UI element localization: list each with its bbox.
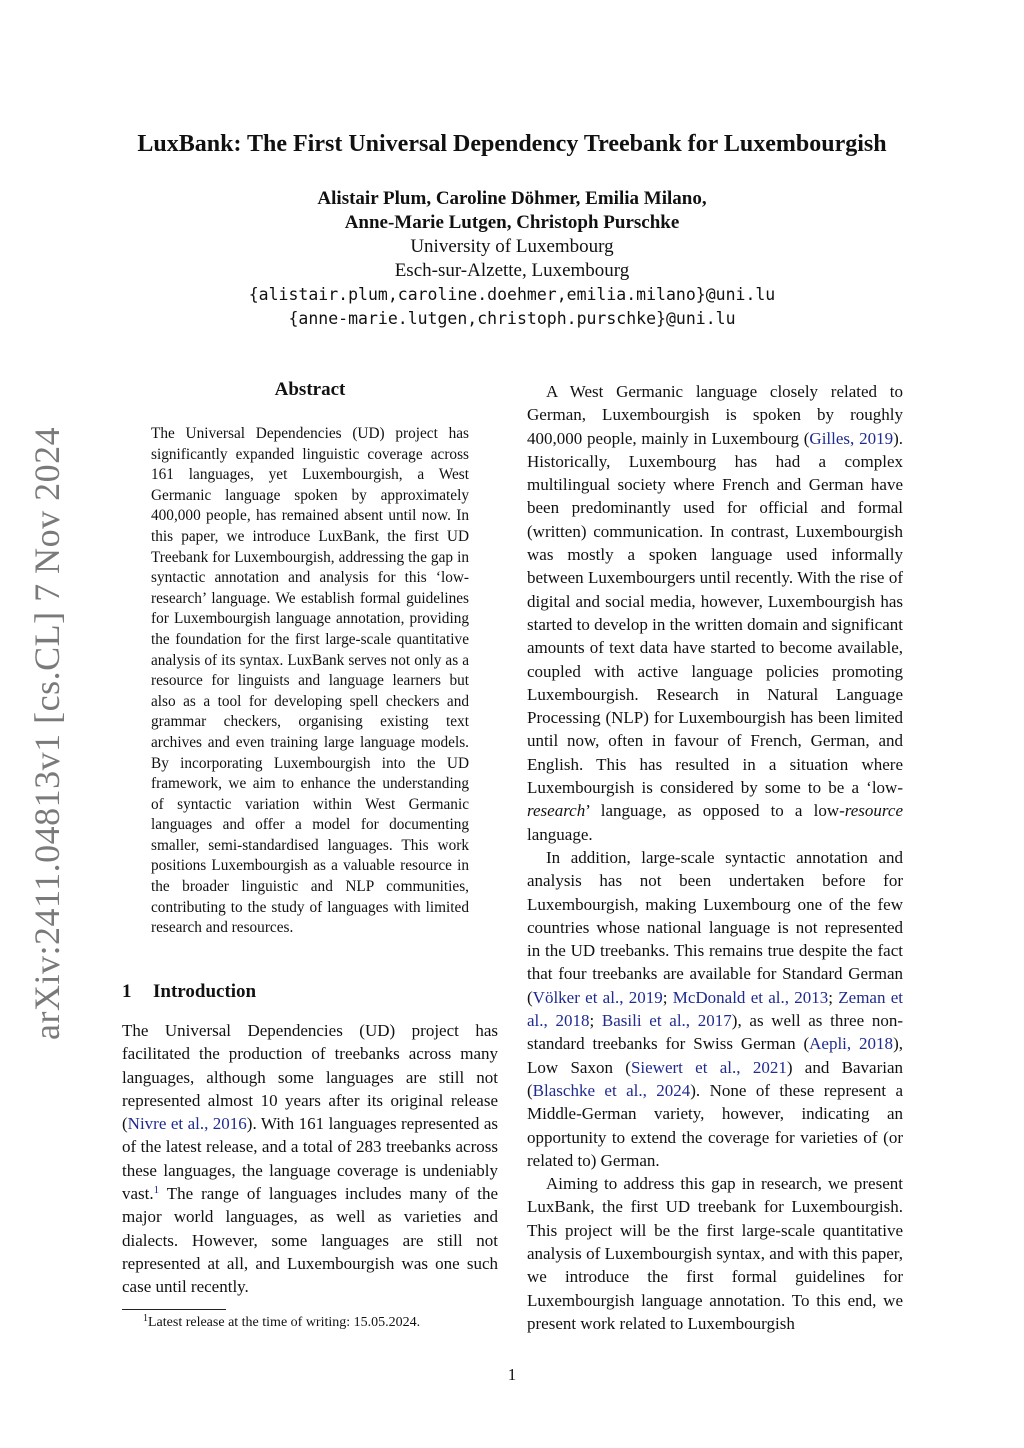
text-run: ). None of these represent a Middle-German variety, however, indicating an opportunity to extend the coverage for varieties of (or related to) German. <box>527 1080 903 1170</box>
text-run: ), Low Saxon ( <box>527 1034 903 1077</box>
citation-link[interactable]: Gilles, 2019 <box>809 428 894 448</box>
text-run: ; <box>828 987 839 1007</box>
paper-title: LuxBank: The First Universal Dependency Treebank for Luxembourgish <box>137 131 887 157</box>
emphasis: resource <box>844 801 903 821</box>
citation-link[interactable]: Aepli, 2018 <box>809 1034 894 1054</box>
section-heading-introduction <box>122 981 256 1003</box>
email-line-2: {anne-marie.lutgen,christoph.purschke}@uni.lu <box>288 309 736 328</box>
section-title: Introduction <box>153 981 257 1002</box>
citation-link[interactable]: Basili et al., 2017 <box>601 1011 732 1031</box>
footnote-text: Latest release at the time of writing: 15.05.2024. <box>148 1315 421 1330</box>
text-run: language. <box>527 824 593 844</box>
text-run: ). With 161 languages represented as of the latest release, and a total of 283 treebanks across these languages, the language coverage is undeniably vast. <box>122 1114 498 1204</box>
right-paragraph-1 <box>527 380 903 846</box>
text-run: ). Historically, Luxembourg has had a complex multilingual society where French and German have been predominantly used for official and formal (written) communication. In contrast, Luxembourgish was mostly a spoken language used informally between Luxembourgers until recently. With the rise of digital and social media, however, Luxembourgish has started to develop in the written domain and significant amounts of text data have started to become available, coupled with active language policies promoting Luxembourgish. Research in Natural Language Processing (NLP) for Luxembourgish has been limited until now, often in favour of French, German, and English. This has resulted in a situation where Luxembourgish is considered by some to be a ‘low- <box>527 428 904 798</box>
citation-link[interactable]: Siewert et al., 2021 <box>630 1057 787 1077</box>
author-names-line-2: Anne-Marie Lutgen, Christoph Purschke <box>344 212 680 233</box>
introduction-body <box>122 1019 498 1299</box>
right-paragraph-2 <box>527 846 903 1172</box>
citation-link[interactable]: Völker et al., 2019 <box>532 987 663 1007</box>
footnote-divider <box>122 1309 226 1310</box>
text-run: ; <box>589 1011 602 1031</box>
text-run: ) and Bavarian ( <box>527 1057 904 1100</box>
abstract-heading: Abstract <box>274 379 346 400</box>
email-line-1: {alistair.plum,caroline.doehmer,emilia.milano}@uni.lu <box>248 285 776 304</box>
text-run: ; <box>662 987 673 1007</box>
text-run: In addition, large-scale syntactic annotation and analysis has not been undertaken before for Luxembourgish, making Luxembourg one of the few countries whose national language is not represented in the UD treebanks. This remains true despite the fact that four treebanks are available for Standard German ( <box>527 847 903 1007</box>
page-number: 1 <box>507 1365 517 1384</box>
right-paragraph-3: Aiming to address this gap in research, we present LuxBank, the first UD treebank for Luxembourgish. This project will be the first large-scale quantitative analysis of Luxembourgish syntax, and with this paper, we introduce the first formal guidelines for Luxembourgish language annotation. To this end, we present work related to Luxembourgish <box>527 1174 903 1333</box>
author-names-line-1: Alistair Plum, Caroline Döhmer, Emilia Milano, <box>317 188 707 209</box>
footnote <box>143 1315 420 1331</box>
footnote-number: 1 <box>143 1313 148 1324</box>
text-run: The range of languages includes many of the major world languages, as well as varieties and dialects. However, some languages are still not represented at all, and Luxembourgish was one such case until recently. <box>122 1184 498 1297</box>
citation-link[interactable]: Zeman et al., 2018 <box>527 987 903 1031</box>
citation-link[interactable]: Blaschke et al., 2024 <box>532 1080 691 1100</box>
emphasis: research <box>527 801 586 821</box>
author-block <box>0 187 1024 331</box>
affiliation: University of Luxembourg <box>410 236 614 257</box>
citation-link[interactable]: McDonald et al., 2013 <box>672 987 829 1007</box>
section-number: 1 <box>122 981 132 1002</box>
abstract-text: The Universal Dependencies (UD) project has significantly expanded linguistic coverage across 161 languages, yet Luxembourgish, a West Germanic language spoken by approximately 400,000 people, has remained absent until now. In this paper, we introduce LuxBank, the first UD Treebank for Luxembourgish, addressing the gap in syntactic annotation and analysis for this ‘low-research’ language. We establish formal guidelines for Luxembourgish language annotation, providing the foundation for the first large-scale quantitative analysis of its syntax. LuxBank serves not only as a resource for linguists and language learners but also as a tool for developing spell checkers and grammar checkers, organising existing text archives and even training large language models. By incorporating Luxembourgish into the UD framework, we aim to enhance the understanding of syntactic variation within West Germanic languages and offer a model for documenting smaller, semi-standardised languages. This work positions Luxembourgish as a valuable resource in the broader linguistic and NLP communities, contributing to the study of languages with limited research and resources. <box>151 425 469 937</box>
footnote-marker[interactable]: 1 <box>153 1184 160 1197</box>
text-run: ), as well as three non-standard treebanks for Swiss German ( <box>527 1011 903 1054</box>
citation-link[interactable]: Nivre et al., 2016 <box>127 1114 247 1134</box>
arxiv-identifier: arXiv:2411.04813v1 [cs.CL] 7 Nov 2024 <box>27 426 67 1040</box>
text-run: A West Germanic language closely related to German, Luxembourgish is spoken by roughly 400,000 people, mainly in Luxembourg ( <box>527 382 903 448</box>
text-run: ’ language, as opposed to a low- <box>585 801 845 821</box>
right-column-body <box>527 380 903 1335</box>
location: Esch-sur-Alzette, Luxembourg <box>394 260 630 281</box>
text-run: The Universal Dependencies (UD) project has facilitated the production of treebanks across many languages, although some languages are still not represented almost 10 years after its original release ( <box>122 1021 498 1134</box>
intro-paragraph-1 <box>122 1019 498 1299</box>
